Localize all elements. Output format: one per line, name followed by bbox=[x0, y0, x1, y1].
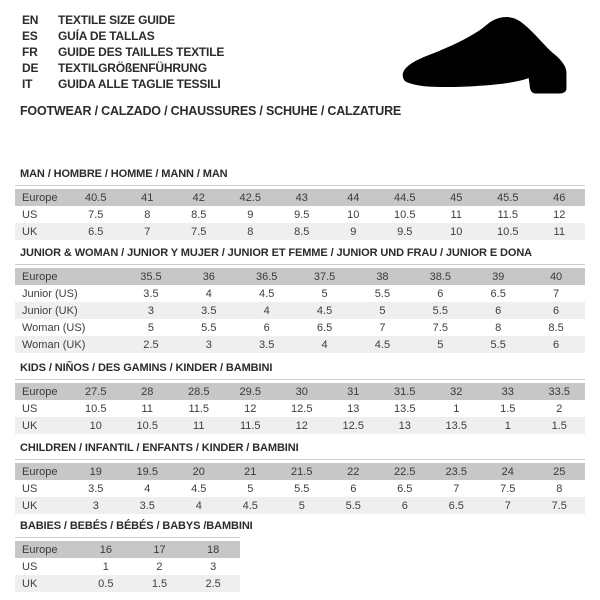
size-cell: 11 bbox=[553, 225, 565, 238]
size-cell: 5.5 bbox=[432, 304, 448, 317]
size-cell: 5 bbox=[437, 338, 444, 351]
row-label: US bbox=[22, 560, 38, 573]
row-label: Europe bbox=[22, 543, 58, 556]
size-table-children bbox=[15, 463, 585, 514]
size-cell: 21.5 bbox=[291, 465, 313, 478]
lang-title: TEXTILE SIZE GUIDE bbox=[58, 13, 176, 27]
size-cell: 45.5 bbox=[497, 191, 519, 204]
row-label: US bbox=[22, 402, 38, 415]
size-cell: 5 bbox=[147, 321, 154, 334]
size-cell: 4 bbox=[263, 304, 270, 317]
table-row bbox=[15, 558, 240, 575]
size-cell: 38 bbox=[376, 270, 389, 283]
lang-row-it bbox=[22, 76, 224, 92]
size-cell: 38.5 bbox=[429, 270, 452, 283]
size-cell: 19 bbox=[89, 465, 102, 478]
size-cell: 7.5 bbox=[191, 225, 207, 238]
size-cell: 17 bbox=[153, 543, 166, 556]
size-cell: 9 bbox=[350, 225, 357, 238]
section-title: BABIES / BEBÉS / BÉBÉS / BABYS /BAMBINI bbox=[20, 520, 253, 532]
row-label: Europe bbox=[22, 465, 58, 478]
size-cell: 5.5 bbox=[294, 482, 310, 495]
lang-row-fr bbox=[22, 44, 224, 60]
size-cell: 36 bbox=[202, 270, 215, 283]
size-cell: 20 bbox=[192, 465, 205, 478]
size-cell: 7 bbox=[379, 321, 386, 334]
lang-code: DE bbox=[22, 61, 39, 75]
size-cell: 9 bbox=[247, 208, 254, 221]
size-cell: 33.5 bbox=[548, 385, 570, 398]
row-label: Europe bbox=[22, 270, 58, 283]
size-cell: 12.5 bbox=[342, 419, 364, 432]
size-cell: 6 bbox=[437, 287, 444, 300]
section-divider bbox=[15, 264, 585, 265]
row-label: UK bbox=[22, 499, 38, 512]
size-cell: 2 bbox=[556, 402, 563, 415]
size-table-junior-woman bbox=[15, 268, 585, 353]
size-cell: 6.5 bbox=[316, 321, 333, 334]
table-row bbox=[15, 480, 585, 497]
size-cell: 7.5 bbox=[500, 482, 516, 495]
lang-row-en bbox=[22, 12, 224, 28]
table-row bbox=[15, 285, 585, 302]
row-label: US bbox=[22, 482, 38, 495]
table-row bbox=[15, 541, 240, 558]
row-label: Junior (UK) bbox=[22, 304, 78, 317]
table-row bbox=[15, 497, 585, 514]
size-cell: 8 bbox=[144, 208, 151, 221]
size-cell: 22.5 bbox=[394, 465, 416, 478]
size-cell: 6.5 bbox=[397, 482, 413, 495]
section-title: KIDS / NIÑOS / DES GAMINS / KINDER / BAMBINI bbox=[20, 362, 273, 374]
size-cell: 32 bbox=[450, 385, 463, 398]
size-cell: 6 bbox=[495, 304, 502, 317]
row-label: UK bbox=[22, 225, 38, 238]
size-cell: 12.5 bbox=[291, 402, 313, 415]
row-label: Europe bbox=[22, 191, 58, 204]
size-cell: 4 bbox=[321, 338, 328, 351]
size-cell: 4.5 bbox=[316, 304, 333, 317]
lang-row-es bbox=[22, 28, 224, 44]
row-label: UK bbox=[22, 419, 38, 432]
size-cell: 13.5 bbox=[394, 402, 416, 415]
size-cell: 1.5 bbox=[500, 402, 516, 415]
size-cell: 21 bbox=[244, 465, 257, 478]
size-cell: 5.5 bbox=[490, 338, 506, 351]
lang-code: EN bbox=[22, 13, 39, 27]
table-row bbox=[15, 336, 585, 353]
size-cell: 8.5 bbox=[548, 321, 564, 334]
size-cell: 35.5 bbox=[140, 270, 162, 283]
size-cell: 11 bbox=[450, 208, 462, 221]
size-cell: 12 bbox=[553, 208, 566, 221]
table-row bbox=[15, 417, 585, 434]
table-row bbox=[15, 302, 585, 319]
table-row bbox=[15, 319, 585, 336]
size-cell: 7 bbox=[504, 499, 511, 512]
size-cell: 8 bbox=[495, 321, 502, 334]
size-table-section-children bbox=[15, 442, 585, 514]
lang-title: GUIDE DES TAILLES TEXTILE bbox=[58, 45, 225, 59]
size-cell: 25 bbox=[553, 465, 566, 478]
size-cell: 6.5 bbox=[448, 499, 464, 512]
size-cell: 9.5 bbox=[294, 208, 310, 221]
lang-code: IT bbox=[22, 77, 33, 91]
row-label: Woman (UK) bbox=[22, 338, 86, 351]
size-cell: 46 bbox=[553, 191, 566, 204]
size-cell: 28.5 bbox=[188, 385, 210, 398]
row-label: Europe bbox=[22, 385, 58, 398]
size-cell: 6 bbox=[553, 338, 560, 351]
size-cell: 11 bbox=[141, 402, 153, 415]
size-cell: 1.5 bbox=[151, 577, 168, 590]
size-cell: 0.5 bbox=[98, 577, 114, 590]
row-label: US bbox=[22, 208, 38, 221]
row-label: Woman (US) bbox=[22, 321, 86, 334]
size-table-section-babies bbox=[15, 520, 253, 592]
size-cell: 5.5 bbox=[201, 321, 217, 334]
size-cell: 8.5 bbox=[294, 225, 310, 238]
size-table-section-kids bbox=[15, 362, 585, 434]
size-cell: 6 bbox=[263, 321, 270, 334]
size-cell: 13 bbox=[398, 419, 411, 432]
size-cell: 43 bbox=[295, 191, 308, 204]
size-cell: 4 bbox=[195, 499, 202, 512]
lang-title: GUIDA ALLE TAGLIE TESSILI bbox=[58, 77, 221, 91]
table-row bbox=[15, 383, 585, 400]
size-cell: 36.5 bbox=[255, 270, 278, 283]
size-cell: 29.5 bbox=[239, 385, 261, 398]
size-cell: 3.5 bbox=[139, 499, 155, 512]
size-cell: 11 bbox=[193, 419, 205, 432]
size-cell: 10 bbox=[347, 208, 360, 221]
size-cell: 1.5 bbox=[551, 419, 567, 432]
size-cell: 4.5 bbox=[191, 482, 207, 495]
size-cell: 10 bbox=[450, 225, 463, 238]
size-cell: 5 bbox=[321, 287, 328, 300]
size-cell: 22 bbox=[347, 465, 360, 478]
table-row bbox=[15, 463, 585, 480]
size-cell: 5 bbox=[247, 482, 254, 495]
size-cell: 11.5 bbox=[497, 208, 519, 221]
size-cell: 4 bbox=[144, 482, 151, 495]
size-cell: 5 bbox=[379, 304, 386, 317]
size-cell: 5.5 bbox=[374, 287, 391, 300]
size-cell: 33 bbox=[501, 385, 514, 398]
size-cell: 2 bbox=[156, 560, 163, 573]
size-cell: 10.5 bbox=[136, 419, 158, 432]
lang-title: GUÍA DE TALLAS bbox=[58, 29, 155, 43]
section-title: JUNIOR & WOMAN / JUNIOR Y MUJER / JUNIOR ET FEMME / JUNIOR UND FRAU / JUNIOR E DONA bbox=[20, 247, 533, 259]
row-label: Junior (US) bbox=[22, 287, 78, 300]
row-label: UK bbox=[22, 577, 38, 590]
size-cell: 4.5 bbox=[374, 338, 391, 351]
section-title: CHILDREN / INFANTIL / ENFANTS / KINDER / BAMBINI bbox=[20, 442, 299, 454]
size-cell: 2.5 bbox=[205, 577, 221, 590]
size-cell: 42 bbox=[192, 191, 205, 204]
size-cell: 4.5 bbox=[242, 499, 258, 512]
size-cell: 6 bbox=[553, 304, 560, 317]
table-row bbox=[15, 206, 585, 223]
size-cell: 44 bbox=[347, 191, 360, 204]
size-cell: 7 bbox=[144, 225, 151, 238]
size-cell: 8 bbox=[247, 225, 254, 238]
size-cell: 44.5 bbox=[394, 191, 416, 204]
lang-code: FR bbox=[22, 45, 38, 59]
table-row bbox=[15, 575, 240, 592]
size-cell: 5 bbox=[298, 499, 305, 512]
section-title: MAN / HOMBRE / HOMME / MANN / MAN bbox=[20, 168, 228, 180]
size-cell: 4 bbox=[205, 287, 212, 300]
size-cell: 13.5 bbox=[445, 419, 467, 432]
category-heading: FOOTWEAR / CALZADO / CHAUSSURES / SCHUHE / CALZATURE bbox=[20, 104, 402, 118]
size-cell: 30 bbox=[295, 385, 308, 398]
size-cell: 19.5 bbox=[136, 465, 158, 478]
size-cell: 42.5 bbox=[239, 191, 261, 204]
size-cell: 3 bbox=[147, 304, 154, 317]
size-cell: 40 bbox=[549, 270, 563, 283]
size-cell: 40.5 bbox=[85, 191, 107, 204]
dress-shoe-icon bbox=[388, 8, 582, 112]
size-cell: 1 bbox=[504, 419, 511, 432]
size-cell: 6.5 bbox=[88, 225, 104, 238]
size-cell: 3 bbox=[210, 560, 217, 573]
lang-row-de bbox=[22, 60, 224, 76]
size-cell: 3 bbox=[92, 499, 99, 512]
size-cell: 3.5 bbox=[143, 287, 159, 300]
section-divider bbox=[15, 185, 585, 186]
size-cell: 16 bbox=[99, 543, 112, 556]
table-row bbox=[15, 400, 585, 417]
size-table-man bbox=[15, 189, 585, 240]
size-cell: 13 bbox=[347, 402, 360, 415]
size-cell: 1 bbox=[453, 402, 460, 415]
size-cell: 2.5 bbox=[143, 338, 159, 351]
size-cell: 1 bbox=[102, 560, 109, 573]
size-table-kids bbox=[15, 383, 585, 434]
size-cell: 27.5 bbox=[85, 385, 107, 398]
size-cell: 45 bbox=[450, 191, 463, 204]
size-cell: 41 bbox=[141, 191, 154, 204]
table-row bbox=[15, 223, 585, 240]
size-cell: 7.5 bbox=[88, 208, 104, 221]
table-row bbox=[15, 189, 585, 206]
section-divider bbox=[15, 379, 585, 380]
size-cell: 24 bbox=[501, 465, 514, 478]
size-cell: 6 bbox=[350, 482, 357, 495]
size-cell: 5.5 bbox=[345, 499, 361, 512]
size-cell: 12 bbox=[244, 402, 257, 415]
size-cell: 10 bbox=[89, 419, 102, 432]
size-cell: 7 bbox=[453, 482, 460, 495]
table-row bbox=[15, 268, 585, 285]
size-cell: 37.5 bbox=[313, 270, 336, 283]
size-cell: 11.5 bbox=[239, 419, 261, 432]
size-cell: 8.5 bbox=[191, 208, 207, 221]
size-cell: 7 bbox=[553, 287, 560, 300]
size-cell: 11.5 bbox=[188, 402, 210, 415]
size-cell: 18 bbox=[207, 543, 220, 556]
size-cell: 10.5 bbox=[497, 225, 519, 238]
size-table-babies bbox=[15, 541, 240, 592]
size-cell: 10.5 bbox=[394, 208, 416, 221]
size-cell: 12 bbox=[295, 419, 308, 432]
size-cell: 3 bbox=[205, 338, 212, 351]
size-cell: 6 bbox=[401, 499, 408, 512]
size-cell: 8 bbox=[556, 482, 563, 495]
size-cell: 39 bbox=[492, 270, 505, 283]
size-cell: 6.5 bbox=[490, 287, 506, 300]
size-cell: 7.5 bbox=[432, 321, 448, 334]
size-cell: 31.5 bbox=[394, 385, 416, 398]
size-cell: 3.5 bbox=[88, 482, 104, 495]
section-divider bbox=[15, 459, 585, 460]
size-cell: 10.5 bbox=[85, 402, 107, 415]
size-table-section-junior-woman bbox=[15, 247, 585, 353]
size-cell: 31 bbox=[347, 385, 360, 398]
size-cell: 9.5 bbox=[397, 225, 413, 238]
size-table-section-man bbox=[15, 168, 585, 240]
lang-title: TEXTILGRÖßENFÜHRUNG bbox=[58, 61, 207, 75]
size-cell: 3.5 bbox=[201, 304, 217, 317]
size-cell: 3.5 bbox=[259, 338, 275, 351]
lang-code: ES bbox=[22, 29, 38, 43]
size-cell: 28 bbox=[141, 385, 154, 398]
size-cell: 7.5 bbox=[551, 499, 567, 512]
size-cell: 23.5 bbox=[445, 465, 467, 478]
size-cell: 4.5 bbox=[259, 287, 275, 300]
section-divider bbox=[15, 537, 240, 538]
language-title-list bbox=[22, 12, 224, 92]
